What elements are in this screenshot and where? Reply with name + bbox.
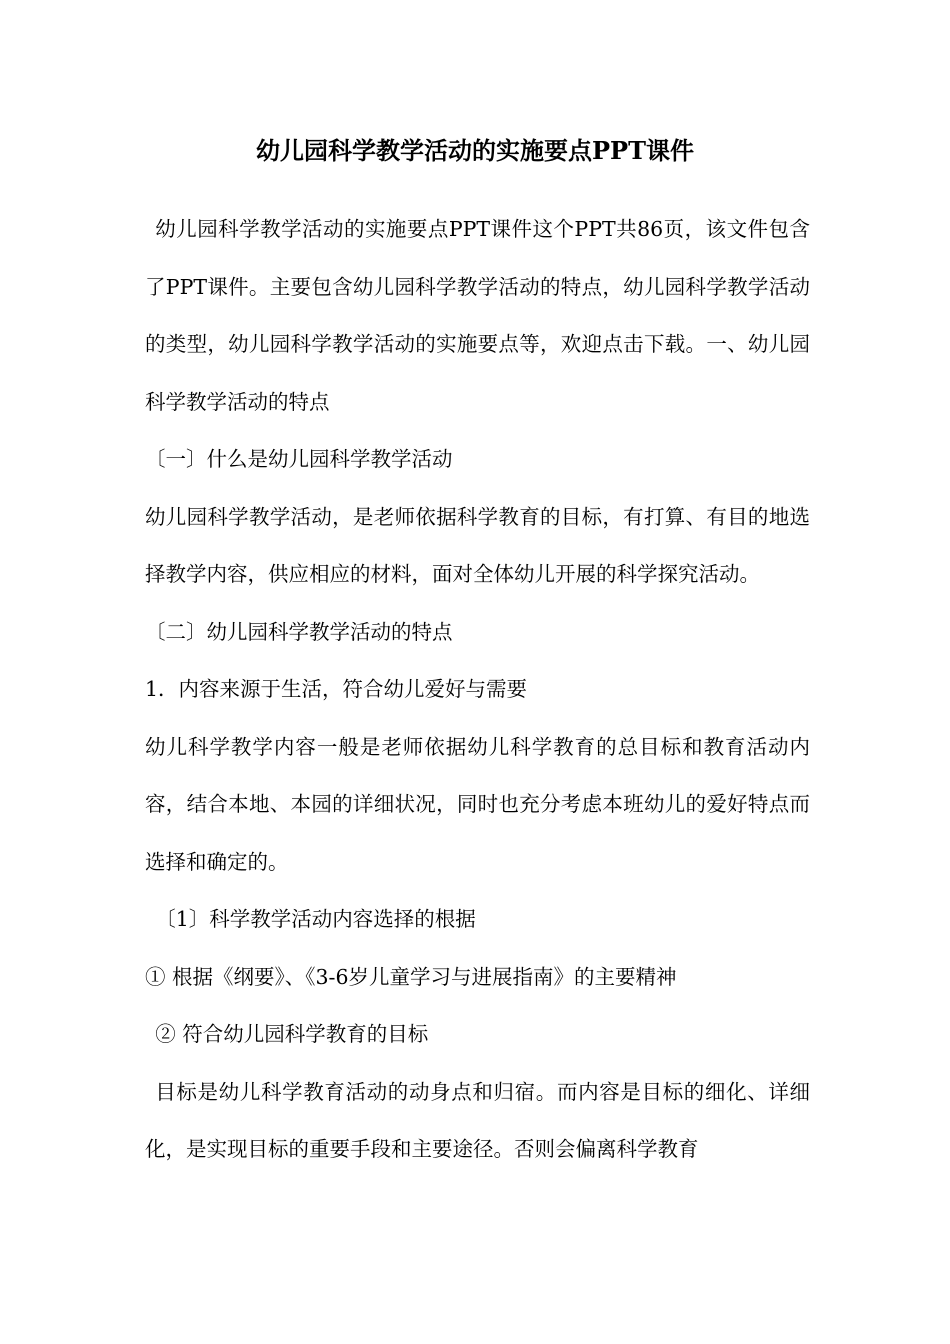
goal-paragraph: 目标是幼儿科学教育活动的动身点和归宿。而内容是目标的细化、详细化，是实现目标的重要手段和主要途径。否则会偏离科学教育 xyxy=(145,1079,810,1161)
intro-paragraph: 幼儿园科学教学活动的实施要点PPT课件这个PPT共86页，该文件包含了PPT课件。主要包含幼儿园科学教学活动的特点，幼儿园科学教学活动的类型，幼儿园科学教学活动的实施要点等，欢迎点击下载。一、幼儿园科学教学活动的特点 xyxy=(145,217,810,414)
subheading-basis: 〔1〕科学教学活动内容选择的根据 xyxy=(155,907,476,931)
document-title: 幼儿园科学教学活动的实施要点PPT课件 xyxy=(256,136,694,165)
section-heading-features: 〔二〕幼儿园科学教学活动的特点 xyxy=(145,619,453,644)
definition-paragraph: 幼儿园科学教学活动，是老师依据科学教育的目标，有打算、有目的地选择教学内容，供应相应的材料，面对全体幼儿开展的科学探究活动。 xyxy=(145,504,810,586)
basis-item-2: ② 符合幼儿园科学教育的目标 xyxy=(155,1022,429,1046)
section-heading-what-is: 〔一〕什么是幼儿园科学教学活动 xyxy=(145,447,453,471)
feature-paragraph: 幼儿科学教学内容一般是老师依据幼儿科学教育的总目标和教育活动内容，结合本地、本园的详细状况，同时也充分考虑本班幼儿的爱好特点而选择和确定的。 xyxy=(145,734,810,874)
feature-point-1: 1．内容来源于生活，符合幼儿爱好与需要 xyxy=(145,677,528,701)
basis-item-1: ① 根据《纲要》、《3-6岁儿童学习与进展指南》的主要精神 xyxy=(145,964,677,989)
document-body xyxy=(145,201,810,1179)
